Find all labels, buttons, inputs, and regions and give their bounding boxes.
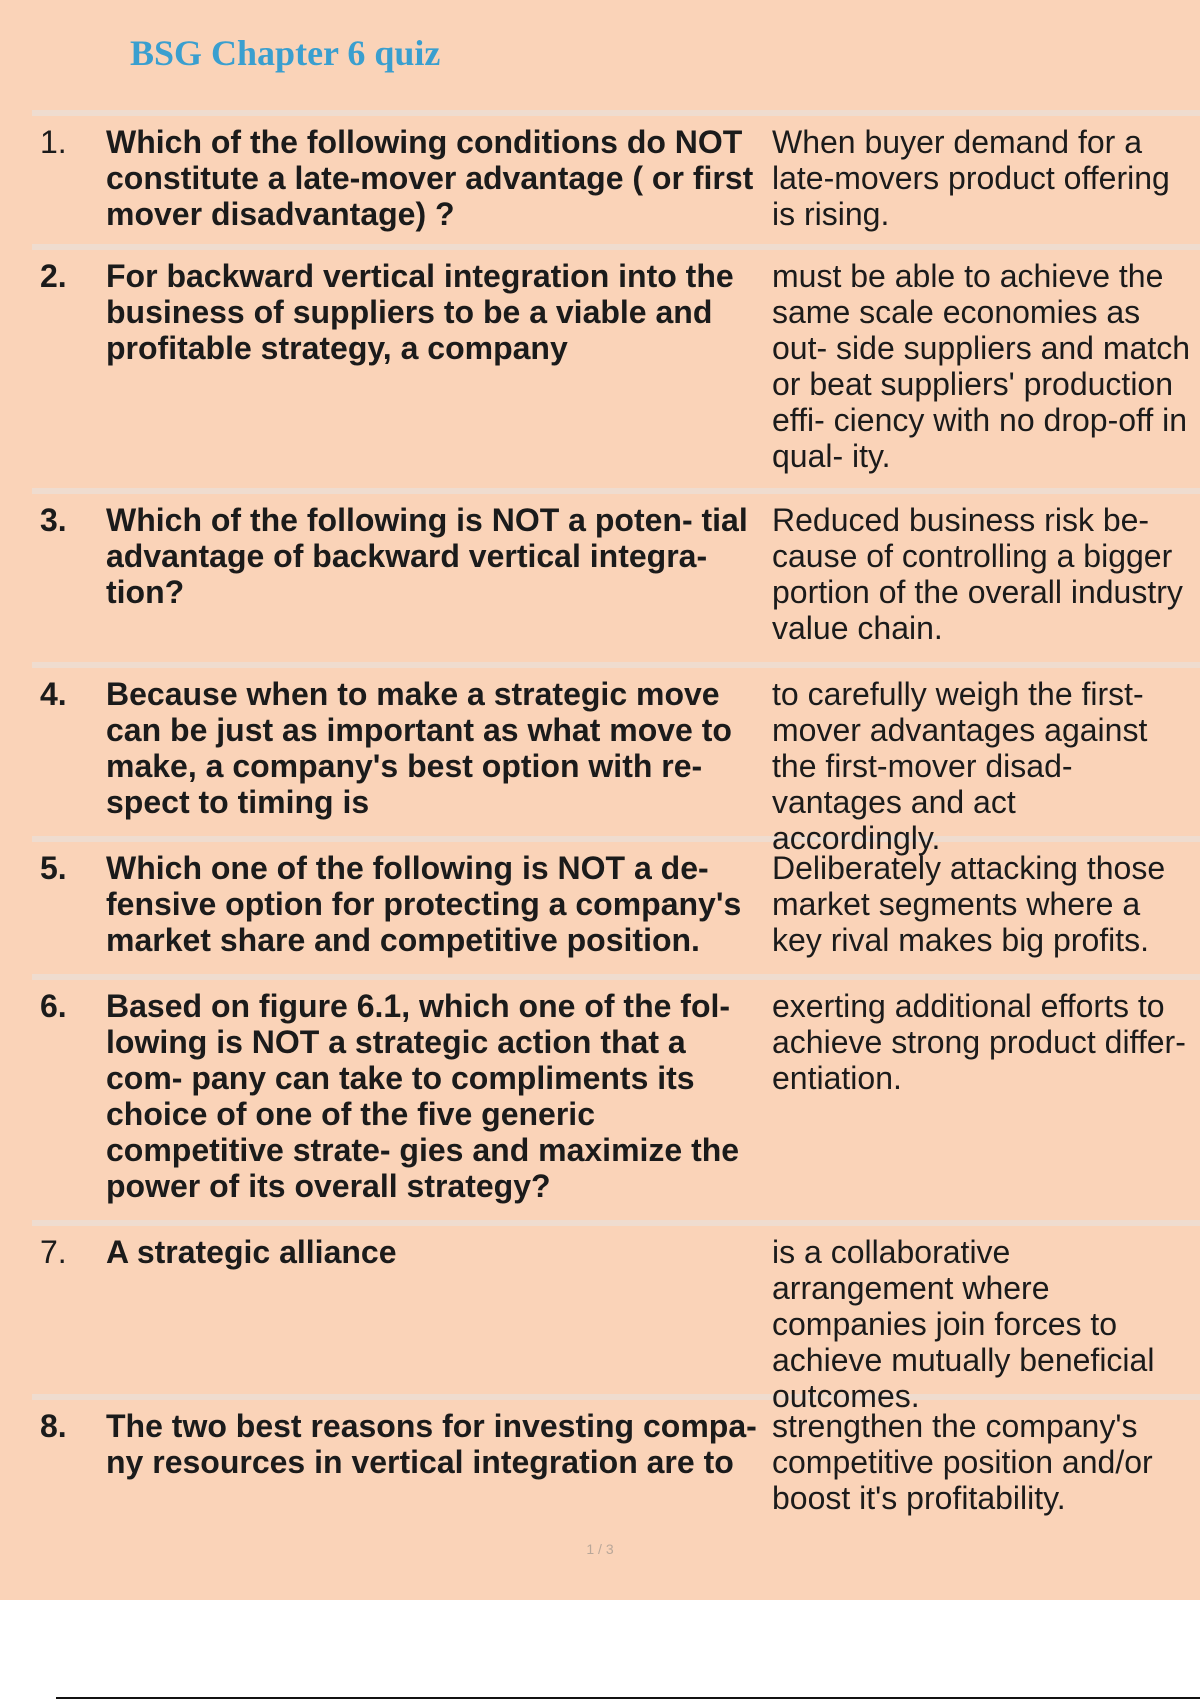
- question-row-3: [32, 488, 1200, 662]
- question-row-8: [32, 1394, 1200, 1534]
- question-row-5: [32, 836, 1200, 974]
- question-text: Based on figure 6.1, which one of the fol- lowing is NOT a strategic action that a com- pany can take to compliments its choice of one of the five generic competitive strate- gies and maximize the power of its overall strategy?: [106, 988, 740, 1204]
- answer-text: to carefully weigh the first-mover advantages against the first-mover disad- vantages and act accordingly.: [772, 676, 1148, 856]
- question-number: 3.: [40, 502, 67, 538]
- question-row-2: [32, 244, 1200, 488]
- question-text: For backward vertical integration into the business of suppliers to be a viable and profitable strategy, a company: [106, 258, 734, 366]
- answer-text: exerting additional efforts to achieve strong product differ- entiation.: [772, 988, 1186, 1096]
- page-number: 1 / 3: [586, 1541, 614, 1557]
- question-number: 8.: [40, 1408, 67, 1444]
- question-number: 5.: [40, 850, 67, 886]
- question-text: Which of the following conditions do NOT constitute a late-mover advantage ( or first mover disadvantage) ?: [106, 124, 754, 232]
- answer-text: strengthen the company's competitive position and/or boost it's profitability.: [772, 1408, 1153, 1516]
- question-number: 4.: [40, 676, 67, 712]
- question-text: Which of the following is NOT a poten- tial advantage of backward vertical integra- tion?: [106, 502, 748, 610]
- question-row-7: [32, 1220, 1200, 1414]
- question-text: Because when to make a strategic move can be just as important as what move to make, a company's best option with re- spect to timing is: [106, 676, 732, 820]
- answer-text: must be able to achieve the same scale economies as out- side suppliers and match or beat suppliers' production effi- ciency with no drop-off in qual- ity.: [772, 258, 1190, 474]
- question-row-6: [32, 974, 1200, 1220]
- question-text: Which one of the following is NOT a de- fensive option for protecting a company's market share and competitive position.: [106, 850, 742, 958]
- question-text: A strategic alliance: [106, 1234, 397, 1270]
- question-number: 6.: [40, 988, 67, 1024]
- question-row-4: [32, 662, 1200, 856]
- question-row-1: [32, 110, 1200, 244]
- bottom-divider: [56, 1697, 1200, 1699]
- question-number: 7.: [40, 1234, 67, 1270]
- answer-text: Reduced business risk be- cause of controlling a bigger portion of the overall industry value chain.: [772, 502, 1183, 646]
- answer-text: Deliberately attacking those market segments where a key rival makes big profits.: [772, 850, 1166, 958]
- question-list: [32, 110, 1200, 1534]
- answer-text: is a collaborative arrangement where companies join forces to achieve mutually beneficial outcomes.: [772, 1234, 1155, 1414]
- question-number: 1.: [40, 124, 67, 160]
- question-number: 2.: [40, 258, 67, 294]
- document-title: BSG Chapter 6 quiz: [130, 33, 441, 73]
- question-text: The two best reasons for investing compa- ny resources in vertical integration are to: [106, 1408, 757, 1480]
- answer-text: When buyer demand for a late-movers product offering is rising.: [772, 124, 1170, 232]
